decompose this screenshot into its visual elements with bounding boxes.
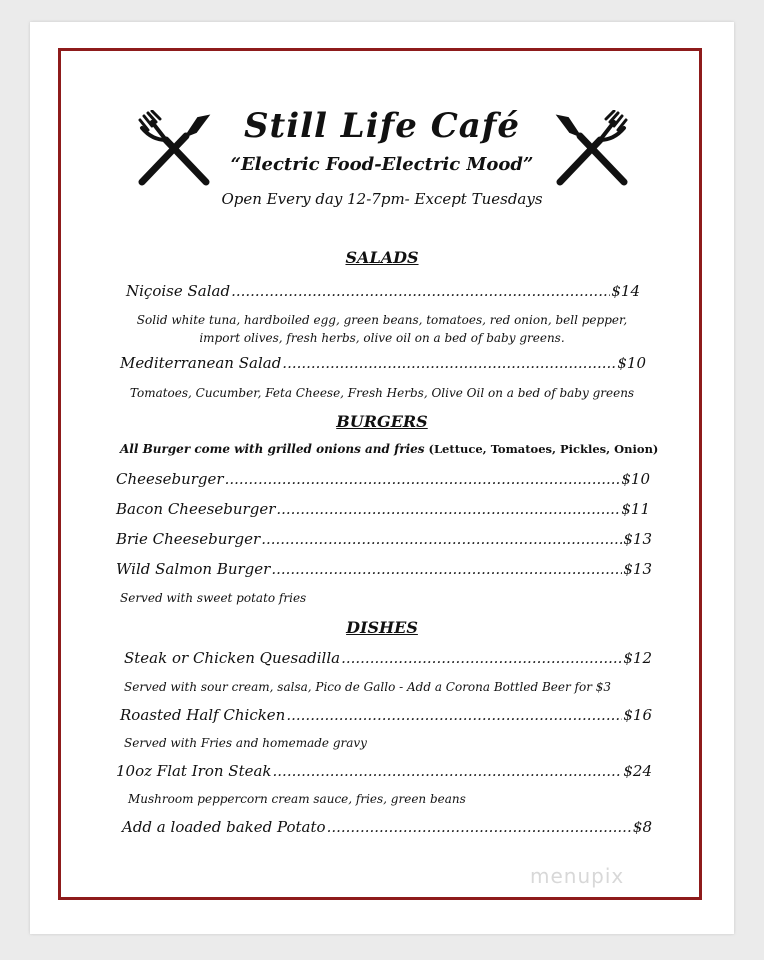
item-name: Mediterranean Salad xyxy=(120,354,282,372)
leader-dots xyxy=(327,818,632,836)
menu-item xyxy=(116,762,652,780)
leader-dots xyxy=(282,354,616,372)
item-name: Brie Cheeseburger xyxy=(116,530,261,548)
watermark: menupix xyxy=(530,864,625,888)
section-heading-salads: SALADS xyxy=(345,248,419,267)
item-price: $14 xyxy=(611,282,640,300)
menu-item xyxy=(120,354,646,372)
item-price: $10 xyxy=(617,354,646,372)
item-price: $12 xyxy=(623,649,652,667)
item-description: Served with Fries and homemade gravy xyxy=(124,736,367,750)
item-price: $10 xyxy=(621,470,650,488)
item-price: $8 xyxy=(632,818,652,836)
item-price: $16 xyxy=(623,706,652,724)
menu-page xyxy=(30,22,734,934)
item-price: $13 xyxy=(623,530,652,548)
item-name: Add a loaded baked Potato xyxy=(122,818,326,836)
menu-item xyxy=(116,470,650,488)
leader-dots xyxy=(341,649,622,667)
item-description: Mushroom peppercorn cream sauce, fries, green beans xyxy=(128,792,466,806)
menu-item xyxy=(126,282,640,300)
menu-item xyxy=(116,500,650,518)
leader-dots xyxy=(225,470,621,488)
menu-item xyxy=(122,818,652,836)
item-description: Served with sour cream, salsa, Pico de Gallo - Add a Corona Bottled Beer for $3 xyxy=(124,680,612,694)
item-description: Served with sweet potato fries xyxy=(120,591,307,605)
section-heading-burgers: BURGERS xyxy=(336,412,428,431)
burger-note-main: All Burger come with grilled onions and fries xyxy=(120,442,425,456)
burger-note-toppings: (Lettuce, Tomatoes, Pickles, Onion) xyxy=(424,442,659,456)
item-price: $13 xyxy=(623,560,652,578)
item-name: Cheeseburger xyxy=(116,470,224,488)
leader-dots xyxy=(276,500,620,518)
leader-dots xyxy=(273,762,623,780)
leader-dots xyxy=(231,282,610,300)
menu-item xyxy=(120,706,652,724)
item-name: Bacon Cheeseburger xyxy=(116,500,276,518)
leader-dots xyxy=(286,706,622,724)
section-heading-dishes: DISHES xyxy=(346,618,418,637)
item-name: Niçoise Salad xyxy=(126,282,231,300)
item-price: $11 xyxy=(621,500,650,518)
item-description: Solid white tuna, hardboiled egg, green beans, tomatoes, red onion, bell pepper, xyxy=(136,313,628,327)
item-price: $24 xyxy=(623,762,652,780)
cafe-title: Still Life Café xyxy=(243,106,521,146)
leader-dots xyxy=(261,530,622,548)
opening-hours: Open Every day 12-7pm- Except Tuesdays xyxy=(221,190,543,208)
menu-item xyxy=(124,649,652,667)
item-name: 10oz Flat Iron Steak xyxy=(116,762,272,780)
menu-item xyxy=(116,560,652,578)
item-name: Roasted Half Chicken xyxy=(120,706,286,724)
item-description: import olives, fresh herbs, olive oil on a bed of baby greens. xyxy=(199,331,565,345)
menu-item xyxy=(116,530,652,548)
burger-note xyxy=(120,442,660,456)
item-name: Steak or Chicken Quesadilla xyxy=(124,649,341,667)
item-name: Wild Salmon Burger xyxy=(116,560,271,578)
cafe-tagline: “Electric Food-Electric Mood” xyxy=(230,154,534,175)
item-description: Tomatoes, Cucumber, Feta Cheese, Fresh Herbs, Olive Oil on a bed of baby greens xyxy=(129,386,635,400)
leader-dots xyxy=(271,560,622,578)
